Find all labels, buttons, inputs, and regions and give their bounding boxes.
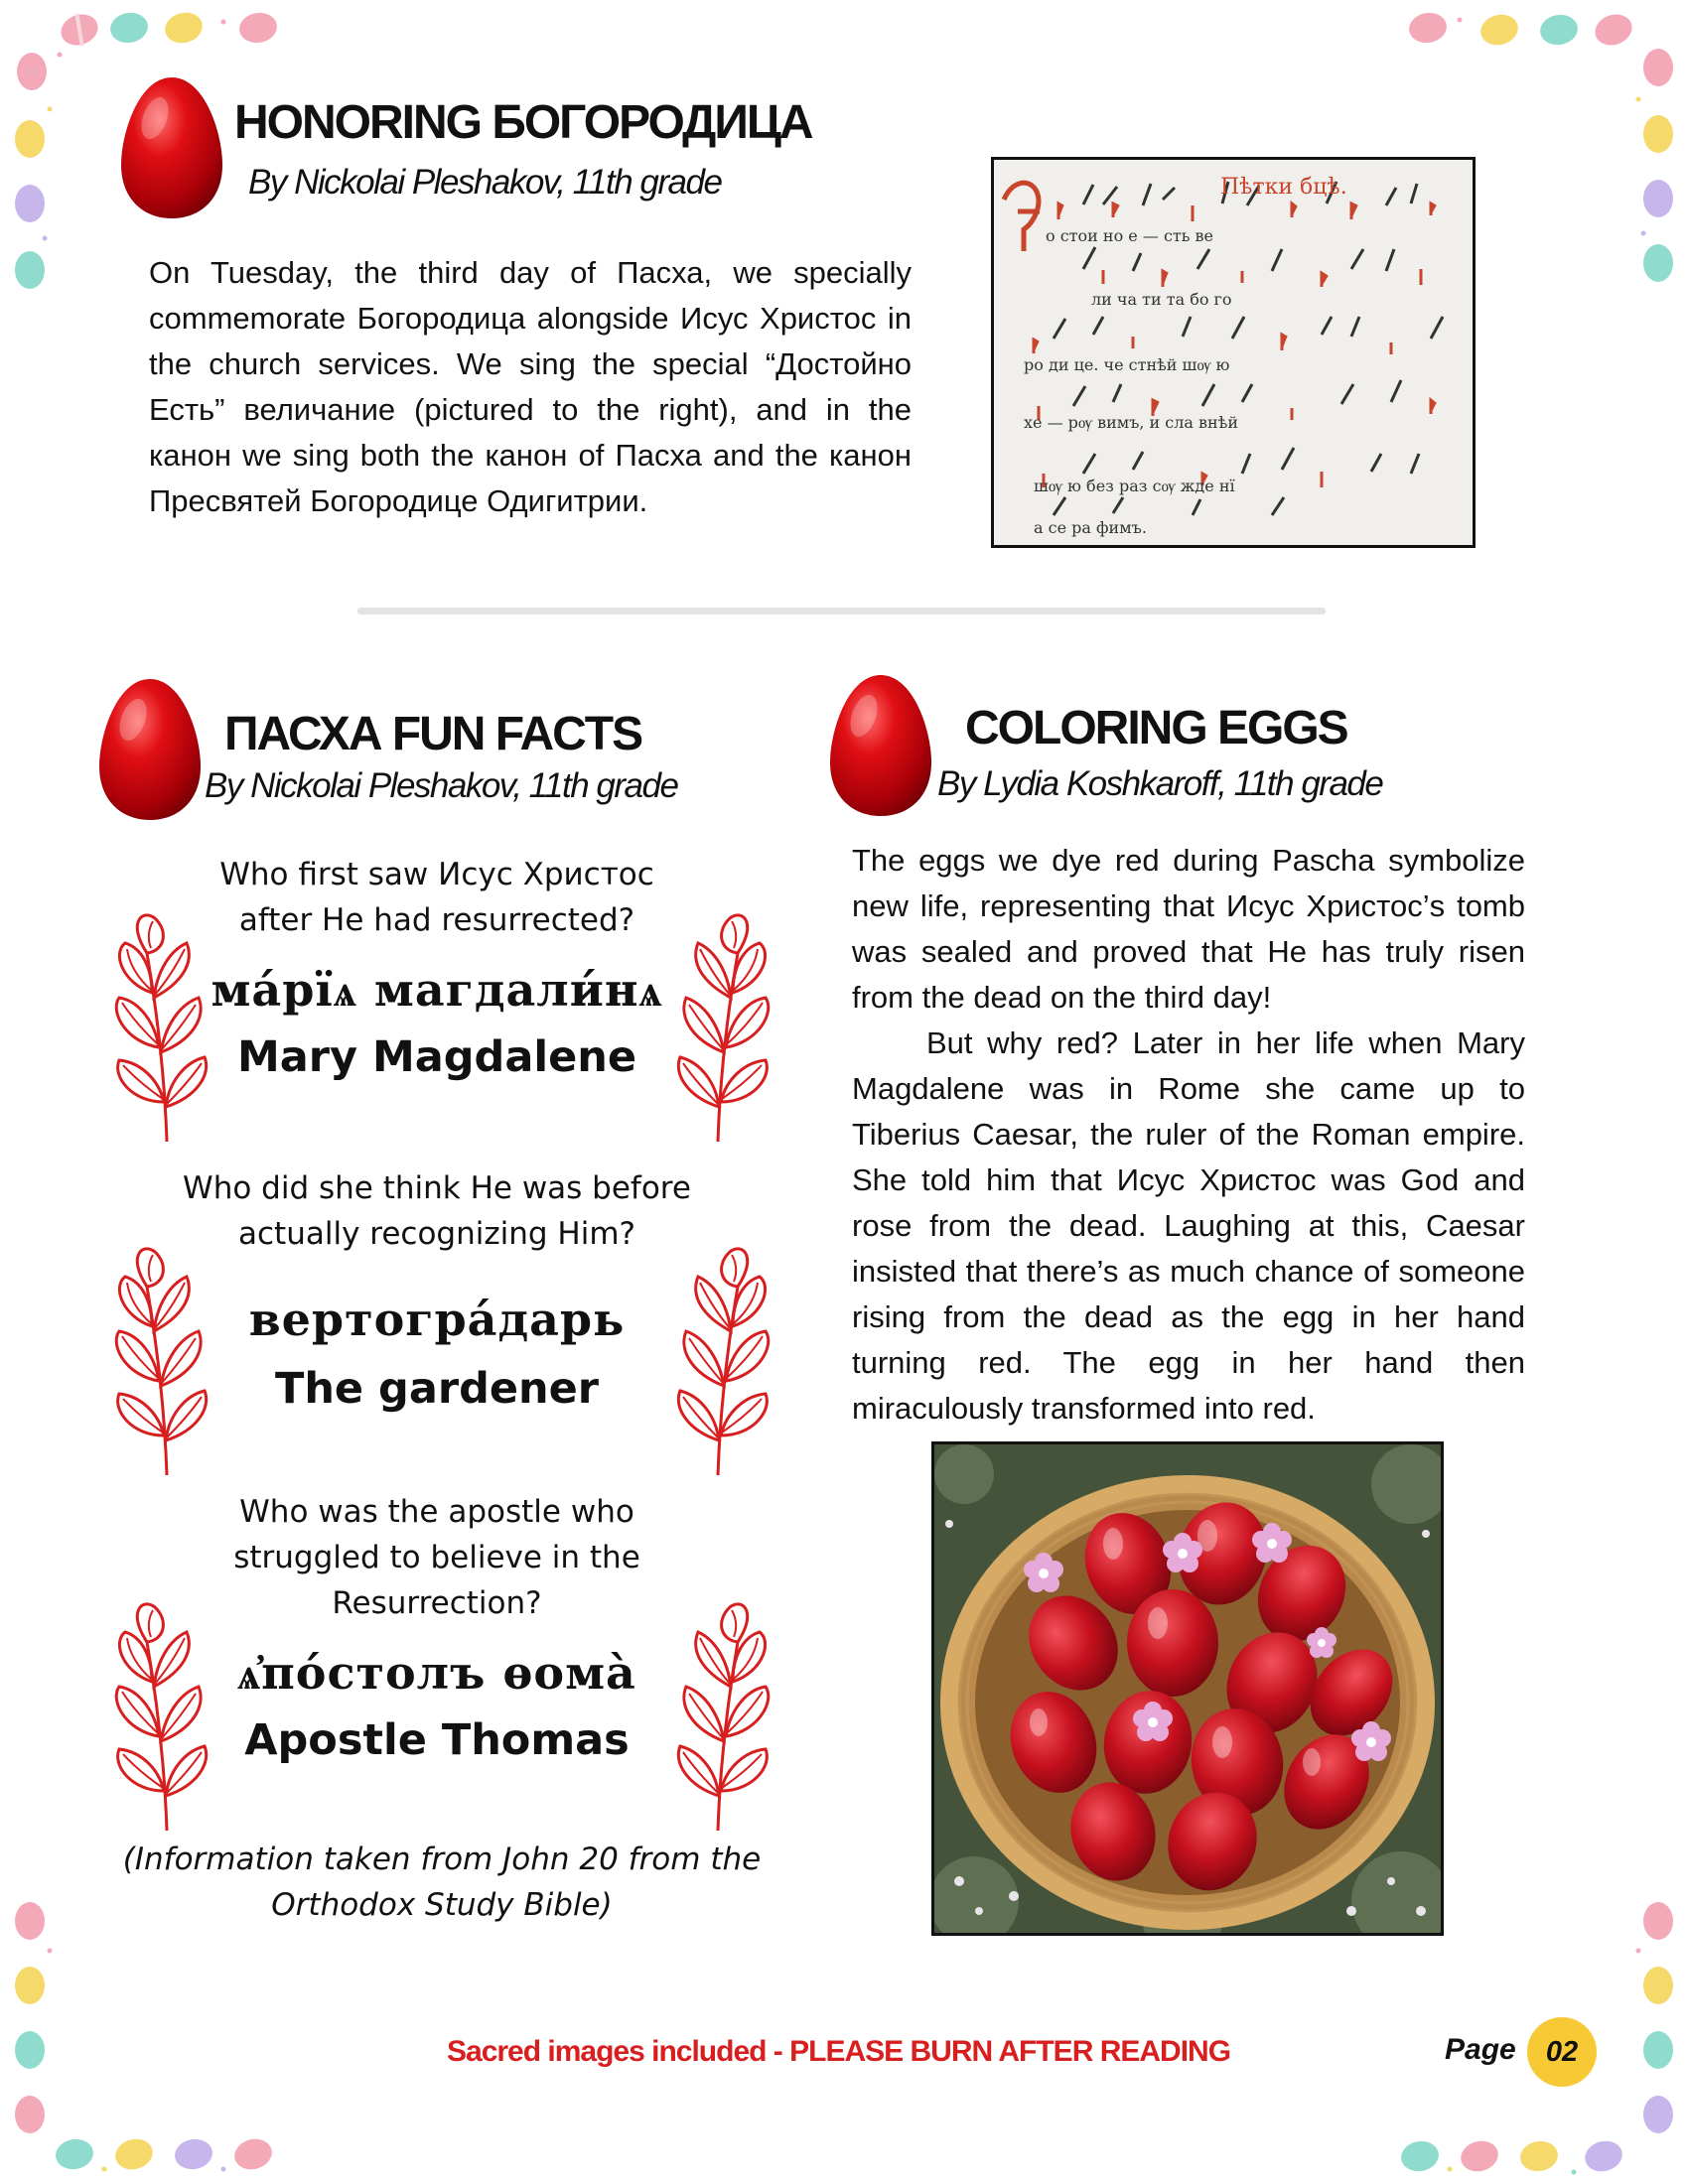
red-egg-icon: [826, 671, 935, 820]
pastel-egg-icon: [1538, 12, 1581, 48]
laurel-branch-icon: [663, 1602, 777, 1836]
chant-manuscript-image: [991, 157, 1476, 548]
pastel-egg-icon: [1643, 180, 1673, 217]
laurel-branch-icon: [107, 913, 221, 1147]
coloring-title: COLORING EGGS: [965, 702, 1347, 754]
page-label: Page: [1445, 2033, 1516, 2066]
laurel-branch-icon: [663, 1247, 777, 1480]
pastel-egg-icon: [1399, 2138, 1442, 2174]
pastel-egg-icon: [173, 2136, 215, 2172]
pastel-egg-icon: [54, 2136, 96, 2172]
pastel-egg-icon: [15, 2096, 45, 2133]
coloring-paragraph: The eggs we dye red during Pascha symbolize new life, representing that Исус Христос’s tomb was sealed and proved that He has truly risen from the dead on the third day!: [852, 843, 1525, 1015]
manuscript-art: [994, 160, 1473, 545]
coloring-paragraph: But why red? Later in her life when Mary Magdalene was in Rome she came up to Tiberius Caesar, the ruler of the Roman empire. She told him that Исус Христос was God and rose from the dead. Laughing at this, Caesar insisted that there’s as much chance of someone rising from the dead as the egg in her hand turning red. The egg in her hand then miraculously transformed into red.: [852, 1025, 1525, 1426]
pastel-egg-icon: [1518, 2138, 1561, 2174]
pastel-egg-icon: [1407, 10, 1450, 46]
pastel-egg-icon: [1643, 2096, 1673, 2133]
burn-warning: Sacred images included - PLEASE BURN AFTER READING: [447, 2035, 1231, 2068]
basket-photo-art: [934, 1444, 1441, 1933]
pastel-egg-icon: [15, 120, 45, 158]
pastel-egg-icon: [15, 185, 45, 222]
pastel-egg-icon: [15, 251, 45, 289]
pastel-egg-icon: [162, 9, 206, 48]
pastel-egg-icon: [1643, 115, 1673, 153]
fact-slavonic-answer: ѧ҆по́столъ ѳома̀: [237, 1646, 636, 1700]
pastel-egg-icon: [231, 2135, 275, 2174]
pastel-egg-icon: [108, 10, 151, 46]
fact-slavonic-answer: вертогра́дарь: [248, 1293, 626, 1346]
fact-question: Who was the apostle who struggled to believe in the Resurrection?: [233, 1494, 640, 1621]
fact-question: Who did she think He was before actually recognizing Him?: [183, 1170, 691, 1252]
manuscript-heading: Пѣтки бцѣ.: [1220, 175, 1347, 200]
manuscript-line: ро ди це. че стнѣй шѹ ю: [1024, 355, 1230, 374]
pastel-egg-icon: [17, 53, 47, 90]
pastel-egg-icon: [1458, 2137, 1501, 2176]
manuscript-line: о стои но е — сть ве: [1046, 226, 1214, 245]
fun-facts-title: ПАСХА FUN FACTS: [224, 708, 642, 760]
pastel-egg-icon: [1643, 49, 1673, 86]
pastel-egg-icon: [1643, 2031, 1673, 2069]
source-note: (Information taken from John 20 from the Orthodox Study Bible): [122, 1842, 762, 1923]
fact-english-answer: Mary Magdalene: [236, 1032, 637, 1082]
fact-english-answer: Apostle Thomas: [244, 1715, 630, 1765]
page-number-badge: 02: [1527, 2017, 1597, 2087]
red-egg-icon: [95, 675, 205, 824]
honoring-body: [149, 250, 912, 524]
pastel-egg-icon: [1643, 244, 1673, 282]
pastel-egg-icon: [15, 1902, 45, 1940]
pastel-egg-icon: [15, 2031, 45, 2069]
manuscript-line: а се ра фимъ.: [1034, 518, 1147, 537]
coloring-byline: By Lydia Koshkaroff, 11th grade: [937, 764, 1383, 803]
manuscript-line: хе — рѹ вимъ, и сла внѣй: [1024, 413, 1239, 432]
red-egg-icon: [117, 73, 226, 222]
honoring-body-text: On Tuesday, the third day of Пасха, we specially commemorate Богородица alongside Исус Христос in the church services. We sing the special “Достойно Есть” величание (pictured to the right), and in the канон we sing both the канон of Пасха and the канон Пресвятей Богородице Одигитрии.: [149, 255, 913, 518]
manuscript-line: шѹ ю без раз сѹ жде нї: [1034, 477, 1235, 495]
red-eggs-basket-photo: [931, 1441, 1444, 1936]
fact-slavonic-answer: ма́рїѧ магдали́нѧ: [211, 963, 663, 1017]
coloring-body: [852, 838, 1525, 1432]
fact-english-answer: The gardener: [274, 1364, 599, 1414]
pastel-egg-icon: [1643, 1967, 1673, 2004]
honoring-title: HONORING БОГОРОДИЦА: [234, 96, 812, 149]
pastel-egg-icon: [237, 10, 280, 46]
section-divider: [357, 608, 1326, 614]
pastel-egg-icon: [15, 1967, 45, 2004]
pastel-egg-icon: [57, 9, 102, 50]
pastel-egg-icon: [1591, 9, 1636, 50]
pastel-egg-icon: [1643, 1902, 1673, 1940]
pastel-egg-icon: [1477, 11, 1521, 50]
pastel-egg-icon: [112, 2135, 156, 2174]
manuscript-line: ли ча ти та бо го: [1091, 290, 1232, 309]
fun-facts-byline: By Nickolai Pleshakov, 11th grade: [205, 766, 678, 805]
laurel-branch-icon: [663, 913, 777, 1147]
pastel-egg-icon: [1582, 2137, 1625, 2176]
fact-question: Who first saw Исус Христос after He had resurrected?: [219, 857, 654, 938]
honoring-byline: By Nickolai Pleshakov, 11th grade: [248, 163, 722, 202]
